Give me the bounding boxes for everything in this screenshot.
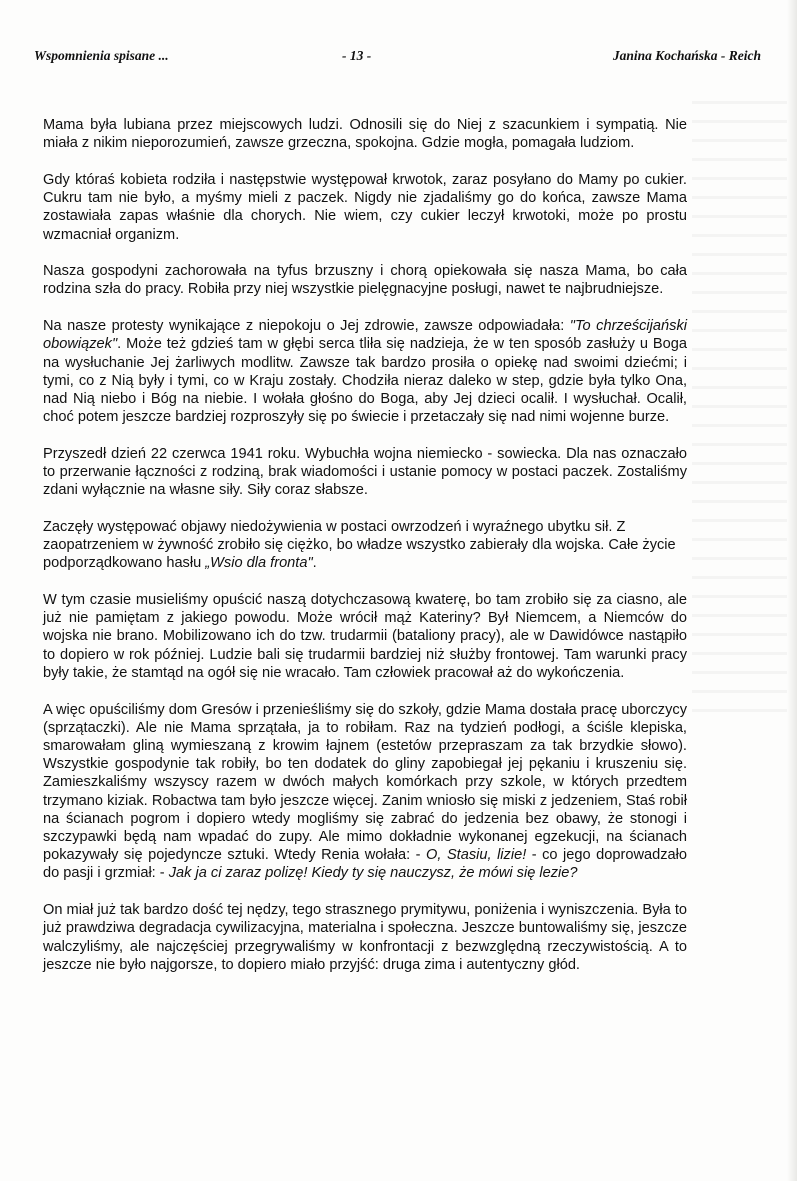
text-run: Zaczęły występować objawy niedożywienia w postaci owrzodzeń i wyraźnego ubytku sił. Z zaopatrzeniem w żywność zrobiło się ciężko, bo władze wszystko zabierały dla wojska. Całe życie podporządkowano hasłu [43,518,676,572]
bleed-through-texture [692,85,787,725]
running-header [34,48,761,68]
text-run: On miał już tak bardzo dość tej nędzy, tego strasznego prymitywu, poniżenia i wyniszczenia. Była to już prawdziwa degradacja cywilizacyjna, materialna i społeczna. Jeszcze buntowaliśmy się, jeszcze walczyliśmy, ale najczęściej przegrywaliśmy w konfrontacji z bezwzględną rzeczywistością. A to jeszcze nie było najgorsze, to dopiero miało przyjść: druga zima i autentyczny głód. [43,902,687,973]
paragraph [43,171,687,244]
paragraph [43,701,687,883]
text-run: - co jego doprowadzało do pasji i grzmiał: - [43,847,687,882]
paragraph [43,317,687,426]
document-body [43,116,687,992]
text-run: Gdy któraś kobieta rodziła i następstwie występował krwotok, zaraz posyłano do Mamy po cukier. Cukru tam nie było, a myśmy mieli z paczek. Nigdy nie zjadaliśmy go do końca, zawsze Mama zostawiała zapas właśnie dla chorych. Nie wiem, czy cukier leczył krwotoki, może po prostu wzmacniał organizm. [43,171,687,243]
italic-phrase: Jak ja ci zaraz polizę! Kiedy ty się nauczysz, że mówi się lezie? [168,865,578,882]
paragraph [43,591,687,682]
header-book-title: Wspomnienia spisane ... [34,48,169,63]
text-run: W tym czasie musieliśmy opuścić naszą dotychczasową kwaterę, bo tam zrobiło się za ciasno, ale już nie pamiętam z jakiego powodu. Może wrócił mąż Kateriny? Był Niemcem, a Niemców do wojska nie brano. Mobilizowano ich do tzw. trudarmii (bataliony pracy), ale w Dawidówce nastąpiło to dopiero w rok później. Ludzie bali się trudarmii bardziej niż służby frontowej. Tam warunki pracy były takie, że stamtąd na ogół się nie wracało. Tam człowiek pracował aż do wykończenia. [43,592,687,681]
italic-phrase: O, Stasiu, lizie! [426,847,527,864]
italic-phrase: „Wsio dla fronta" [205,555,313,572]
text-run: . Może też gdzieś tam w głębi serca tliła się nadzieja, że w ten sposób zasłuży u Boga na wysłuchanie Jej żarliwych modlitw. Zawsze tak bardzo prosiła o opiekę nad swoimi dziećmi; i tymi, co z Nią były i tymi, co w Kraju zostały. Chodziła nieraz daleko w step, gdzie była tylko Ona, nad Nią niebo i Bóg na niebie. I wołała głośno do Boga, aby Jej dzieci ocalił. I wysłuchał. Ocalił, choć potem jeszcze bardziej rozproszyły się po świecie i przetaczały się nad nimi wojenne burze. [43,336,687,426]
page-number: - 13 - [342,48,372,63]
paragraph [43,901,687,974]
text-run: . [312,555,317,572]
text-run: Nasza gospodyni zachorowała na tyfus brzuszny i chorą opiekowała się nasza Mama, bo cała rodzina szła do pracy. Robiła przy niej wszystkie pielęgnacyjne posługi, nawet te najbrudniejsze. [43,263,687,298]
paragraph [43,262,687,298]
page-edge-shadow [787,0,797,1181]
text-run: Na nasze protesty wynikające z niepokoju o Jej zdrowie, zawsze odpowiadała: [43,318,570,335]
text-run: A więc opuściliśmy dom Gresów i przenieśliśmy się do szkoły, gdzie Mama dostała pracę uborczycy (sprzątaczki). Ale nie Mama sprzątała, ja to robiłam. Raz na tydzień podłogi, a ściśle klepiska, smarowałam gliną wymieszaną z krowim łajnem (estetów przepraszam za tak brzydkie słowo). Wszystkie gospodynie tak robiły, bo ten dodatek do gliny zapobiegał jej pękaniu i kruszeniu się. Zamieszkaliśmy wszyscy razem w dwóch małych komórkach przy szkole, w których przedtem trzymano kiziak. Robactwa tam było jeszcze więcej. Zanim wniosło się miski z jedzeniem, Staś robił na ścianach pogrom i dopiero wtedy mogliśmy się zabrać do jedzenia bez obawy, że stonogi i szczypawki będą nam wpadać do zupy. Ale mimo dokładnie wykonanej egzekucji, na ścianach pokazywały się pojedyncze sztuki. Wtedy Renia wołała: - [43,701,687,864]
text-run: Mama była lubiana przez miejscowych ludzi. Odnosili się do Niej z szacunkiem i sympatią. Nie miała z nikim nieporozumień, zawsze grzeczna, spokojna. Gdzie mogła, pomagała ludziom. [43,117,687,152]
italic-phrase: "To chrześcijański obowiązek" [43,318,687,353]
paragraph [43,445,687,500]
paragraph [43,116,687,152]
paragraph [43,518,687,573]
text-run: Przyszedł dzień 22 czerwca 1941 roku. Wybuchła wojna niemiecko - sowiecka. Dla nas oznaczało to przerwanie łączności z rodziną, brak wiadomości i ustanie pomocy w postaci paczek. Zostaliśmy zdani wyłącznie na własne siły. Siły coraz słabsze. [43,445,687,499]
header-author: Janina Kochańska - Reich [612,48,761,63]
